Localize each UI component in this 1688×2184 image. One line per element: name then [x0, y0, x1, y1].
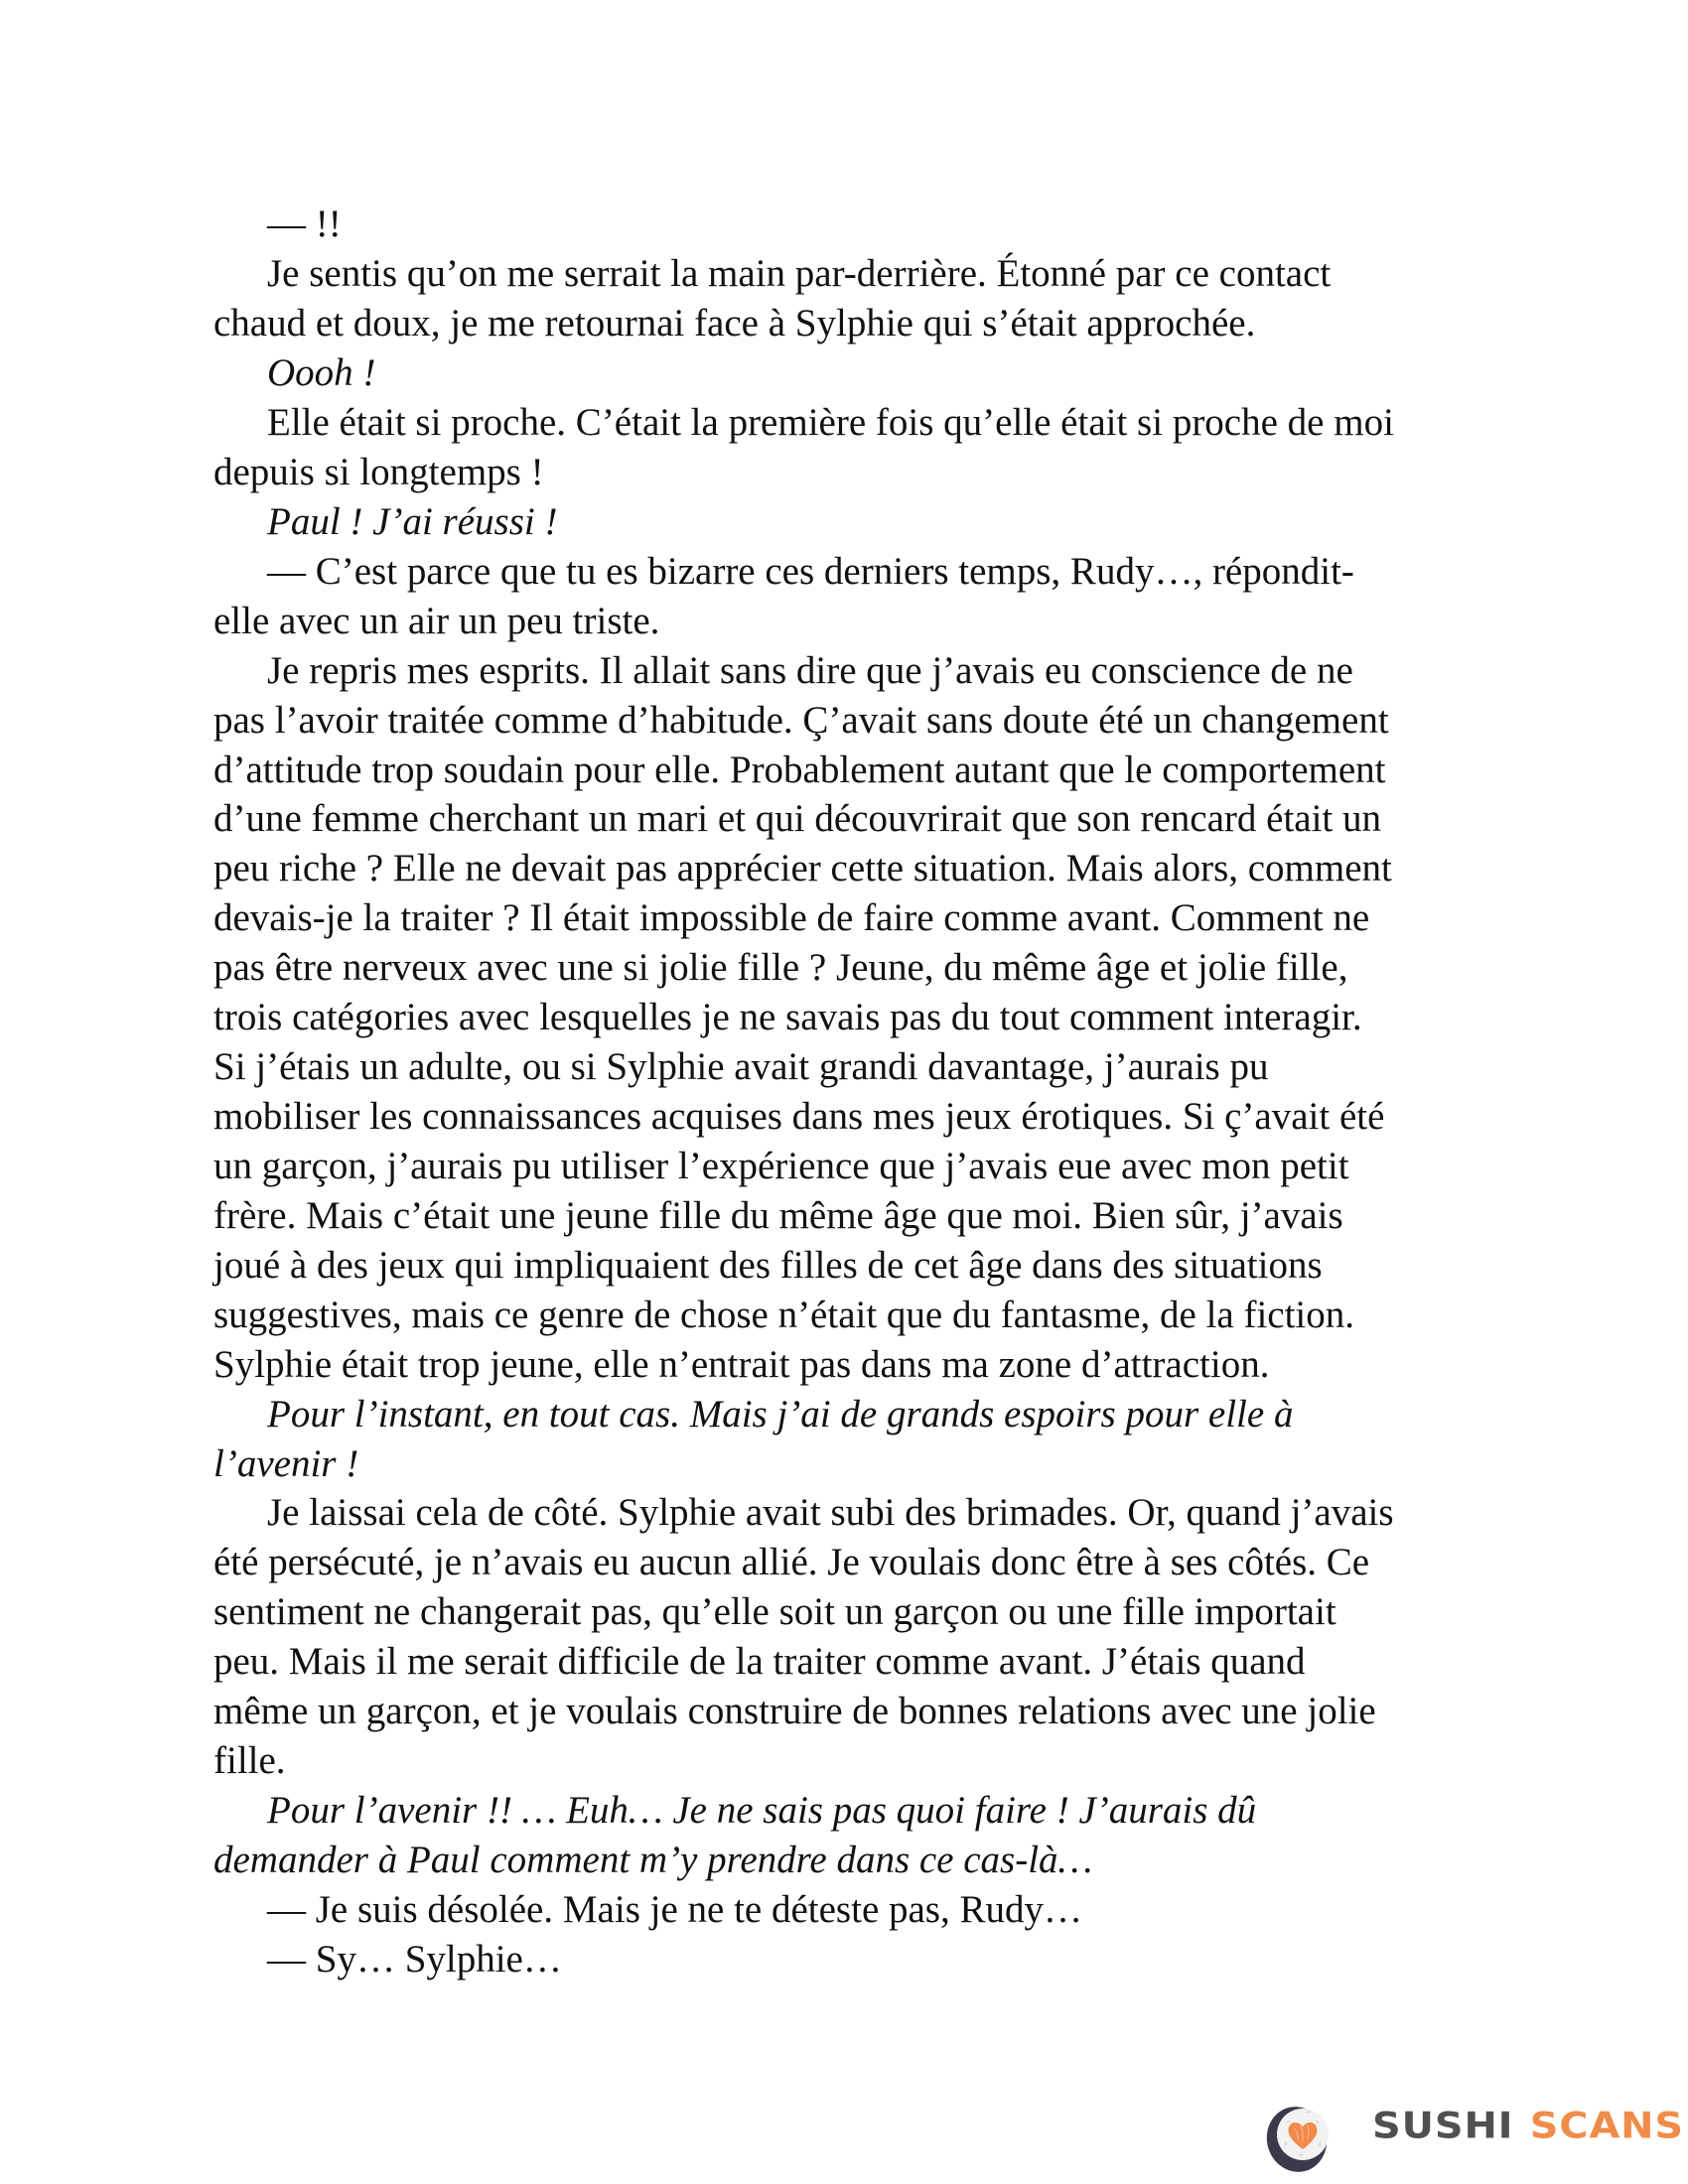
watermark-word-scans: SCANS — [1529, 2105, 1685, 2147]
text-line: joué à des jeux qui impliquaient des filles de cet âge dans des situations — [213, 1243, 1323, 1287]
text-line: depuis si longtemps ! — [213, 450, 544, 493]
text-line: Je repris mes esprits. Il allait sans dire que j’avais eu conscience de ne — [267, 648, 1353, 692]
italic-thought-line: Oooh ! — [267, 351, 376, 395]
text-line: d’attitude trop soudain pour elle. Probablement autant que le comportement — [213, 748, 1386, 791]
text-line: peu. Mais il me serait difficile de la traiter comme avant. J’étais quand — [213, 1640, 1306, 1684]
text-line: Sylphie était trop jeune, elle n’entrait pas dans ma zone d’attraction. — [213, 1342, 1270, 1386]
text-line: elle avec un air un peu triste. — [213, 599, 660, 642]
text-line: — !! — [267, 203, 342, 246]
text-line: Elle était si proche. C’était la première fois qu’elle était si proche de moi — [267, 401, 1394, 444]
text-line: — Sy… Sylphie… — [267, 1937, 562, 1980]
text-line: Je laissai cela de côté. Sylphie avait subi des brimades. Or, quand j’avais — [267, 1491, 1394, 1535]
italic-thought-line: Pour l’instant, en tout cas. Mais j’ai de grands espoirs pour elle à — [267, 1392, 1294, 1435]
text-line: pas être nerveux avec une si jolie fille ? Jeune, du même âge et jolie fille, — [213, 946, 1348, 990]
text-line: — Je suis désolée. Mais je ne te déteste pas, Rudy… — [267, 1887, 1082, 1931]
text-line: mobiliser les connaissances acquises dans mes jeux érotiques. Si ç’avait été — [213, 1095, 1385, 1139]
text-line: d’une femme cherchant un mari et qui découvrirait que son rencard était un — [213, 797, 1382, 841]
text-line: même un garçon, et je voulais construire de bonnes relations avec une jolie — [213, 1690, 1376, 1733]
text-line: sentiment ne changerait pas, qu’elle soit un garçon ou une fille importait — [213, 1590, 1336, 1634]
text-line: suggestives, mais ce genre de chose n’était que du fantasme, de la fiction. — [213, 1293, 1355, 1336]
text-line: Si j’étais un adulte, ou si Sylphie avait grandi davantage, j’aurais pu — [213, 1045, 1269, 1089]
text-line: pas l’avoir traitée comme d’habitude. Ç’avait sans doute été un changement — [213, 698, 1389, 742]
italic-thought-line: l’avenir ! — [213, 1441, 359, 1485]
text-line: chaud et doux, je me retournai face à Sylphie qui s’était approchée. — [213, 302, 1256, 345]
text-line: trois catégories avec lesquelles je ne savais pas du tout comment interagir. — [213, 996, 1362, 1039]
text-line: fille. — [213, 1739, 286, 1783]
text-line: un garçon, j’aurais pu utiliser l’expérience que j’avais eue avec mon petit — [213, 1144, 1349, 1187]
watermark-word-sushi: SUSHI — [1372, 2105, 1514, 2147]
sushi-heart-icon — [1261, 2095, 1340, 2180]
italic-thought-line: demander à Paul comment m’y prendre dans ce cas-là… — [213, 1838, 1093, 1881]
italic-thought-line: Pour l’avenir !! … Euh… Je ne sais pas quoi faire ! J’aurais dû — [267, 1789, 1257, 1833]
watermark-text — [1372, 2105, 1685, 2147]
text-line: devais-je la traiter ? Il était impossible de faire comme avant. Comment ne — [213, 896, 1370, 940]
text-line: Je sentis qu’on me serrait la main par-derrière. Étonné par ce contact — [267, 252, 1332, 296]
text-line: peu riche ? Elle ne devait pas apprécier cette situation. Mais alors, comment — [213, 847, 1392, 890]
text-line: — C’est parce que tu es bizarre ces derniers temps, Rudy…, répondit- — [267, 549, 1354, 593]
text-line: frère. Mais c’était une jeune fille du même âge que moi. Bien sûr, j’avais — [213, 1193, 1343, 1237]
italic-thought-line: Paul ! J’ai réussi ! — [267, 499, 558, 543]
text-line: été persécuté, je n’avais eu aucun allié. Je voulais donc être à ses côtés. Ce — [213, 1541, 1370, 1584]
sushi-scans-watermark — [1261, 2095, 1688, 2180]
